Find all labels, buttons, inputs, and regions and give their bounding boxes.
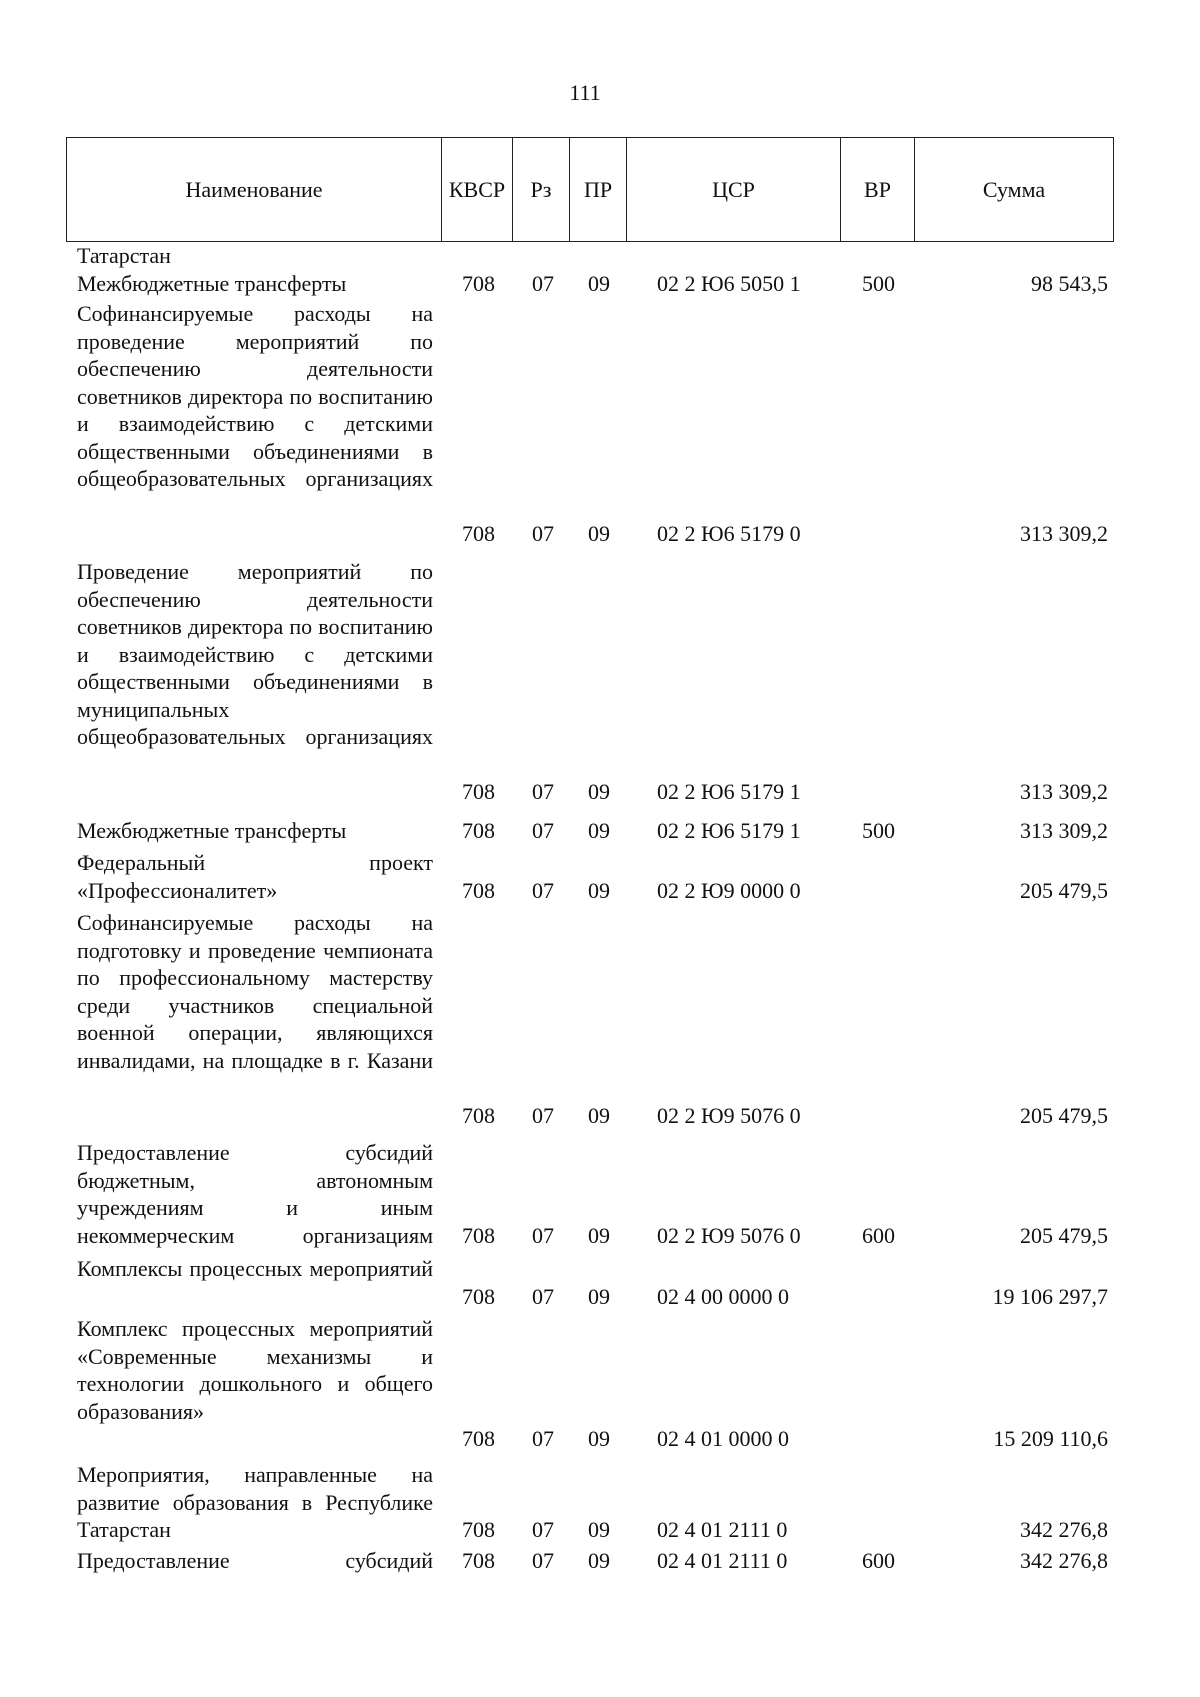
- row-name: Предоставление субсидий: [77, 1548, 433, 1573]
- column-header-pr: ПР: [570, 138, 627, 241]
- page-number: 111: [569, 80, 601, 105]
- table-row: [0, 558, 1200, 817]
- row-csr: 02 4 01 2111 0: [657, 1548, 788, 1573]
- row-name: Софинансируемые расходы на подготовку и проведение чемпионата по профессиональному мастерству среди участников специальной военной операции, являющихся инвалидами, на площадке в г. Казани: [77, 910, 433, 1073]
- column-header-rz: Рз: [513, 138, 570, 241]
- row-rz: 07: [532, 521, 554, 546]
- row-kvsr: 708: [462, 1426, 495, 1451]
- row-csr: 02 2 Ю6 5050 1: [657, 271, 801, 296]
- row-kvsr: 708: [462, 1517, 495, 1542]
- row-csr: 02 4 00 0000 0: [657, 1284, 789, 1309]
- row-pr: 09: [588, 1103, 610, 1128]
- row-rz: 07: [532, 1548, 554, 1573]
- row-csr: 02 4 01 0000 0: [657, 1426, 789, 1451]
- row-sum: 205 479,5: [1020, 1223, 1108, 1248]
- row-name: Межбюджетные трансферты: [77, 271, 347, 296]
- row-pr: 09: [588, 1517, 610, 1542]
- row-rz: 07: [532, 1223, 554, 1248]
- table-header: [66, 137, 1114, 242]
- row-pr: 09: [588, 1548, 610, 1573]
- row-pr: 09: [588, 878, 610, 903]
- row-rz: 07: [532, 779, 554, 804]
- table-row: [0, 1461, 1200, 1547]
- column-header-name: Наименование: [67, 138, 442, 241]
- row-csr: 02 2 Ю6 5179 1: [657, 779, 801, 804]
- row-name: Предоставление субсидий бюджетным, автономным учреждениям и иным некоммерческим организациям: [77, 1140, 433, 1248]
- table-row: [0, 270, 1200, 300]
- row-kvsr: 708: [462, 878, 495, 903]
- table-body: [0, 242, 1200, 1577]
- row-sum: 313 309,2: [1020, 521, 1108, 546]
- row-name: Федеральный проект «Профессионалитет»: [77, 850, 433, 903]
- row-rz: 07: [532, 818, 554, 843]
- row-pr: 09: [588, 271, 610, 296]
- table-row: [0, 849, 1200, 909]
- row-sum: 15 209 110,6: [993, 1426, 1108, 1451]
- row-kvsr: 708: [462, 521, 495, 546]
- row-sum: 313 309,2: [1020, 779, 1108, 804]
- row-name: Комплекс процессных мероприятий «Современные механизмы и технологии дошкольного и общего образования»: [77, 1316, 433, 1424]
- row-name: Межбюджетные трансферты: [77, 818, 347, 843]
- row-vr: 500: [862, 271, 895, 296]
- row-sum: 313 309,2: [1020, 818, 1108, 843]
- table-row: [0, 1255, 1200, 1315]
- table-row: [0, 300, 1200, 558]
- row-csr: 02 2 Ю9 5076 0: [657, 1223, 801, 1248]
- row-kvsr: 708: [462, 271, 495, 296]
- table-row: [0, 1547, 1200, 1577]
- row-name: Софинансируемые расходы на проведение мероприятий по обеспечению деятельности советников директора по воспитанию и взаимодействию с детскими общественными объединениями в общеобразовательных организациях: [77, 301, 433, 491]
- row-name: Проведение мероприятий по обеспечению деятельности советников директора по воспитанию и взаимодействию с детскими общественными объединениями в муниципальных общеобразовательных организациях: [77, 559, 433, 749]
- table-row: [0, 1315, 1200, 1461]
- row-csr: 02 2 Ю6 5179 1: [657, 818, 801, 843]
- row-rz: 07: [532, 1103, 554, 1128]
- row-kvsr: 708: [462, 1103, 495, 1128]
- row-csr: 02 4 01 2111 0: [657, 1517, 788, 1542]
- row-vr: 500: [862, 818, 895, 843]
- row-rz: 07: [532, 1284, 554, 1309]
- row-kvsr: 708: [462, 1223, 495, 1248]
- row-csr: 02 2 Ю6 5179 0: [657, 521, 801, 546]
- row-rz: 07: [532, 878, 554, 903]
- row-rz: 07: [532, 271, 554, 296]
- row-vr: 600: [862, 1548, 895, 1573]
- table-row: [0, 817, 1200, 849]
- row-pr: 09: [588, 1426, 610, 1451]
- row-pr: 09: [588, 1284, 610, 1309]
- row-vr: 600: [862, 1223, 895, 1248]
- row-sum: 19 106 297,7: [992, 1284, 1108, 1309]
- row-sum: 342 276,8: [1020, 1548, 1108, 1573]
- row-name: Мероприятия, направленные на развитие образования в Республике Татарстан: [77, 1462, 433, 1542]
- table-row: [0, 1139, 1200, 1255]
- row-sum: 98 543,5: [1031, 271, 1108, 296]
- row-sum: 205 479,5: [1020, 878, 1108, 903]
- row-rz: 07: [532, 1426, 554, 1451]
- column-header-sum: Сумма: [982, 176, 1046, 202]
- row-kvsr: 708: [462, 779, 495, 804]
- table-row: [0, 242, 1200, 270]
- row-name: Татарстан: [77, 243, 171, 268]
- row-name: Комплексы процессных мероприятий: [77, 1256, 433, 1281]
- row-csr: 02 2 Ю9 0000 0: [657, 878, 801, 903]
- row-sum: 205 479,5: [1020, 1103, 1108, 1128]
- row-sum: 342 276,8: [1020, 1517, 1108, 1542]
- row-pr: 09: [588, 779, 610, 804]
- row-kvsr: 708: [462, 818, 495, 843]
- row-pr: 09: [588, 818, 610, 843]
- column-header-kvsr: КВСР: [442, 138, 513, 241]
- table-row: [0, 909, 1200, 1139]
- column-header-vr: ВР: [841, 138, 915, 241]
- row-pr: 09: [588, 1223, 610, 1248]
- row-pr: 09: [588, 521, 610, 546]
- row-csr: 02 2 Ю9 5076 0: [657, 1103, 801, 1128]
- row-kvsr: 708: [462, 1284, 495, 1309]
- column-header-csr: ЦСР: [627, 138, 841, 241]
- row-kvsr: 708: [462, 1548, 495, 1573]
- row-rz: 07: [532, 1517, 554, 1542]
